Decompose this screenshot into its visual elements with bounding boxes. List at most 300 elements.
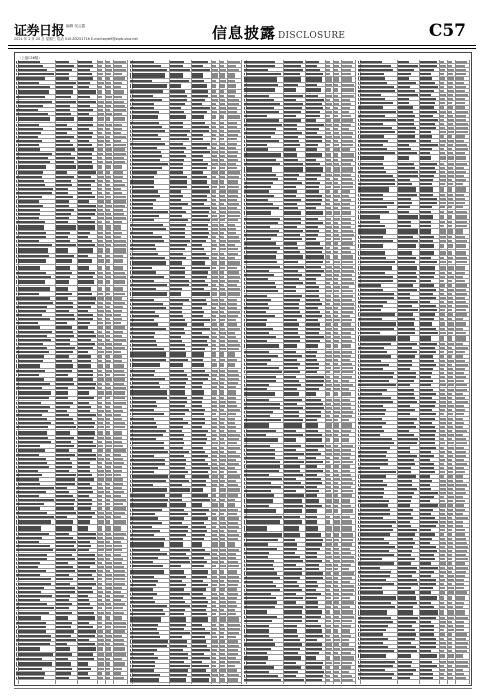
table-cell bbox=[334, 255, 338, 259]
table-cell bbox=[16, 69, 17, 71]
table-cell bbox=[228, 248, 238, 250]
table-cell bbox=[342, 543, 352, 545]
table-cell bbox=[228, 455, 240, 457]
table-cell bbox=[228, 253, 238, 255]
table-cell bbox=[18, 65, 42, 67]
table-cell bbox=[342, 95, 354, 97]
table-cell bbox=[448, 225, 451, 227]
table-cell bbox=[342, 167, 353, 171]
table-cell bbox=[106, 603, 111, 605]
table-cell bbox=[18, 558, 47, 560]
table-cell bbox=[106, 232, 111, 234]
table-cell bbox=[420, 61, 437, 63]
table-cell bbox=[18, 458, 45, 460]
table-cell bbox=[398, 94, 418, 96]
table-cell bbox=[130, 159, 131, 161]
table-cell bbox=[448, 533, 452, 535]
table-cell bbox=[106, 616, 110, 620]
table-cell bbox=[326, 499, 332, 503]
table-cell bbox=[98, 426, 104, 428]
table-cell bbox=[18, 520, 50, 524]
table-cell bbox=[192, 471, 207, 473]
table-cell bbox=[284, 423, 301, 427]
table-cell bbox=[420, 98, 436, 100]
table-cell bbox=[78, 677, 90, 679]
table-cell bbox=[420, 318, 434, 320]
table-cell bbox=[334, 671, 339, 673]
table-cell bbox=[78, 225, 95, 229]
table-cell bbox=[306, 328, 320, 330]
table-cell bbox=[132, 570, 164, 574]
table-cell bbox=[398, 179, 410, 181]
table-cell bbox=[440, 669, 445, 671]
table-cell bbox=[130, 134, 131, 136]
table-cell bbox=[358, 236, 359, 238]
table-cell bbox=[106, 240, 112, 242]
table-cell bbox=[326, 311, 330, 313]
table-cell bbox=[342, 367, 353, 369]
table-cell bbox=[18, 466, 49, 468]
table-cell bbox=[220, 332, 226, 334]
table-cell bbox=[334, 153, 338, 157]
table-cell bbox=[398, 65, 418, 67]
table-cell bbox=[228, 155, 237, 157]
table-cell bbox=[284, 73, 300, 75]
table-cell bbox=[212, 323, 217, 325]
table-cell bbox=[212, 171, 218, 173]
table-cell bbox=[228, 299, 236, 301]
table-cell bbox=[212, 195, 216, 197]
table-cell bbox=[326, 376, 329, 378]
table-cell bbox=[106, 612, 111, 614]
table-cell bbox=[326, 286, 331, 288]
table-cell bbox=[398, 638, 415, 640]
table-cell bbox=[98, 374, 103, 376]
table-cell bbox=[16, 248, 17, 252]
table-cell bbox=[16, 200, 17, 202]
table-cell bbox=[284, 355, 302, 357]
table-cell bbox=[170, 455, 184, 457]
table-cell bbox=[56, 462, 71, 464]
table-cell bbox=[342, 478, 352, 480]
table-cell bbox=[456, 318, 463, 320]
table-cell bbox=[342, 453, 351, 455]
table-cell bbox=[228, 130, 240, 132]
table-cell bbox=[326, 675, 330, 677]
table-cell bbox=[170, 374, 186, 376]
table-cell bbox=[246, 247, 280, 249]
table-cell bbox=[334, 111, 338, 113]
table-cell bbox=[398, 401, 416, 403]
table-cell bbox=[360, 442, 394, 444]
table-cell bbox=[456, 148, 468, 150]
table-cell bbox=[334, 148, 339, 150]
table-cell bbox=[98, 630, 103, 632]
table-cell bbox=[326, 218, 330, 220]
table-cell bbox=[78, 474, 92, 476]
table-cell bbox=[56, 587, 75, 589]
table-cell bbox=[448, 384, 454, 386]
table-cell bbox=[420, 575, 431, 577]
table-cell bbox=[98, 259, 104, 263]
table-cell bbox=[114, 343, 122, 345]
table-cell bbox=[244, 564, 245, 566]
table-cell bbox=[398, 430, 409, 432]
table-cell bbox=[334, 423, 338, 427]
table-cell bbox=[98, 397, 102, 399]
table-cell bbox=[56, 117, 73, 121]
table-cell bbox=[326, 461, 330, 463]
table-cell bbox=[246, 174, 276, 176]
table-cell bbox=[456, 538, 466, 540]
table-cell bbox=[78, 414, 96, 416]
table-cell bbox=[132, 480, 165, 482]
table-cell bbox=[284, 323, 299, 325]
table-cell bbox=[358, 355, 359, 357]
table-cell bbox=[106, 148, 112, 150]
table-cell bbox=[106, 414, 112, 416]
table-cell bbox=[456, 251, 466, 255]
table-cell bbox=[334, 616, 339, 618]
table-cell bbox=[18, 266, 40, 270]
table-cell bbox=[132, 267, 152, 269]
table-cell bbox=[130, 513, 131, 515]
table-cell bbox=[18, 533, 49, 535]
table-cell bbox=[18, 343, 43, 345]
table-cell bbox=[114, 487, 121, 489]
table-cell bbox=[244, 328, 245, 330]
table-cell bbox=[358, 418, 359, 420]
table-cell bbox=[228, 236, 239, 238]
table-cell bbox=[56, 306, 72, 308]
table-cell bbox=[18, 541, 38, 543]
table-cell bbox=[192, 332, 202, 334]
table-cell bbox=[78, 616, 95, 620]
table-cell bbox=[360, 156, 384, 160]
table-cell bbox=[398, 280, 416, 282]
table-cell bbox=[326, 543, 332, 545]
table-cell bbox=[78, 662, 88, 666]
table-cell bbox=[342, 148, 350, 150]
table-cell bbox=[212, 319, 215, 321]
table-cell bbox=[440, 409, 445, 411]
table-cell bbox=[342, 384, 352, 386]
table-cell bbox=[440, 661, 446, 663]
table-cell bbox=[170, 103, 185, 105]
table-cell bbox=[246, 153, 281, 157]
table-cell bbox=[360, 471, 396, 473]
table-cell bbox=[130, 463, 131, 465]
table-cell bbox=[170, 678, 186, 682]
table-cell bbox=[326, 520, 330, 524]
table-cell bbox=[212, 155, 217, 157]
table-cell bbox=[306, 351, 317, 353]
table-cell bbox=[398, 451, 410, 453]
table-cell bbox=[220, 292, 225, 296]
table-cell bbox=[456, 463, 467, 465]
table-cell bbox=[358, 194, 359, 196]
table-cell bbox=[244, 572, 245, 574]
table-cell bbox=[360, 343, 391, 345]
table-cell bbox=[170, 271, 185, 273]
table-cell bbox=[130, 475, 131, 477]
table-cell bbox=[342, 411, 353, 413]
table-cell bbox=[360, 179, 395, 181]
table-cell bbox=[342, 486, 350, 488]
table-cell bbox=[360, 571, 391, 573]
table-cell bbox=[334, 351, 339, 353]
page-number: C57 bbox=[428, 21, 466, 41]
table-cell bbox=[420, 206, 432, 208]
table-cell bbox=[306, 315, 322, 317]
table-cell bbox=[398, 305, 412, 307]
table-cell bbox=[228, 522, 238, 524]
table-cell bbox=[212, 224, 217, 226]
table-cell bbox=[284, 186, 295, 188]
table-cell bbox=[106, 672, 109, 674]
table-cell bbox=[16, 626, 17, 628]
table-cell bbox=[170, 215, 182, 217]
table-cell bbox=[212, 553, 216, 555]
table-cell bbox=[398, 525, 411, 527]
table-cell bbox=[16, 124, 17, 126]
table-cell bbox=[284, 307, 299, 309]
table-cell bbox=[306, 411, 320, 413]
table-cell bbox=[420, 475, 430, 477]
table-cell bbox=[284, 616, 302, 618]
table-cell bbox=[456, 82, 463, 84]
table-cell bbox=[98, 458, 103, 460]
table-cell bbox=[16, 364, 17, 368]
table-cell bbox=[56, 512, 75, 514]
table-cell bbox=[170, 65, 183, 67]
table-cell bbox=[358, 152, 359, 154]
table-cell bbox=[132, 522, 162, 524]
table-cell bbox=[326, 163, 332, 165]
table-cell bbox=[326, 643, 332, 645]
table-cell bbox=[360, 602, 391, 604]
table-cell bbox=[98, 574, 102, 576]
table-cell bbox=[78, 487, 91, 489]
table-cell bbox=[306, 282, 316, 284]
table-cell bbox=[56, 109, 70, 111]
table-cell bbox=[170, 151, 184, 153]
table-cell bbox=[16, 470, 17, 472]
table-cell bbox=[170, 530, 188, 532]
table-cell bbox=[342, 577, 352, 579]
table-cell bbox=[420, 389, 433, 391]
table-cell bbox=[326, 344, 331, 348]
table-cell bbox=[192, 307, 202, 309]
table-cell bbox=[56, 591, 75, 593]
table-cell bbox=[398, 418, 417, 420]
table-cell bbox=[398, 504, 410, 506]
table-cell bbox=[212, 538, 217, 540]
table-cell bbox=[342, 222, 351, 224]
table-cell bbox=[244, 278, 245, 280]
table-cell bbox=[456, 384, 467, 386]
table-cell bbox=[170, 640, 187, 642]
table-cell bbox=[398, 513, 411, 515]
table-cell bbox=[326, 226, 332, 228]
table-cell bbox=[212, 597, 218, 599]
table-cell bbox=[456, 336, 466, 340]
table-cell bbox=[456, 558, 468, 560]
table-cell bbox=[192, 597, 206, 599]
table-cell bbox=[440, 297, 446, 299]
table-cell bbox=[78, 209, 96, 211]
table-cell bbox=[358, 309, 359, 311]
table-cell bbox=[220, 645, 224, 647]
table-cell bbox=[106, 397, 110, 399]
table-cell bbox=[170, 163, 182, 165]
table-cell bbox=[220, 215, 225, 217]
table-cell bbox=[440, 393, 445, 395]
table-cell bbox=[212, 617, 217, 621]
table-cell bbox=[18, 221, 45, 223]
table-cell bbox=[228, 645, 239, 647]
table-cell bbox=[358, 430, 359, 432]
table-cell bbox=[114, 370, 124, 372]
table-cell bbox=[420, 175, 434, 177]
table-cell bbox=[420, 661, 432, 663]
table-cell bbox=[360, 293, 393, 295]
table-cell bbox=[456, 496, 463, 498]
table-cell bbox=[106, 491, 110, 493]
table-cell bbox=[170, 219, 188, 221]
table-cell bbox=[246, 111, 279, 113]
table-cell bbox=[16, 441, 17, 443]
table-cell bbox=[334, 533, 339, 537]
table-cell bbox=[18, 653, 53, 655]
table-cell bbox=[440, 513, 445, 515]
table-cell bbox=[456, 351, 465, 353]
table-cell bbox=[212, 584, 217, 586]
table-cell bbox=[56, 360, 71, 362]
table-cell bbox=[132, 475, 168, 477]
table-cell bbox=[440, 471, 444, 473]
table-cell bbox=[360, 583, 394, 585]
table-cell bbox=[326, 367, 331, 369]
table-cell bbox=[220, 530, 224, 532]
table-cell bbox=[132, 409, 154, 411]
table-cell bbox=[326, 593, 331, 595]
table-cell bbox=[244, 311, 245, 313]
table-cell bbox=[18, 668, 42, 670]
table-cell bbox=[106, 355, 110, 357]
table-cell bbox=[78, 599, 89, 601]
table-cell bbox=[456, 368, 465, 370]
table-cell bbox=[448, 211, 452, 213]
table-cell bbox=[334, 486, 338, 488]
table-cell bbox=[18, 414, 41, 416]
table-cell bbox=[456, 163, 467, 165]
table-cell bbox=[306, 610, 322, 614]
table-cell bbox=[212, 167, 216, 169]
table-cell bbox=[284, 115, 296, 117]
table-cell bbox=[360, 409, 386, 411]
table-cell bbox=[342, 556, 354, 558]
table-cell bbox=[284, 286, 295, 288]
table-cell bbox=[56, 662, 71, 666]
table-cell bbox=[130, 95, 131, 97]
table-cell bbox=[220, 553, 226, 555]
table-cell bbox=[284, 153, 297, 157]
table-cell bbox=[306, 340, 320, 342]
table-cell bbox=[244, 199, 245, 201]
table-cell bbox=[398, 82, 416, 84]
table-cell bbox=[220, 674, 224, 676]
table-cell bbox=[98, 445, 102, 447]
table-cell bbox=[420, 225, 431, 227]
table-cell bbox=[306, 144, 318, 146]
table-cell bbox=[192, 442, 205, 444]
table-cell bbox=[130, 211, 131, 213]
table-cell bbox=[56, 200, 69, 202]
table-cell bbox=[16, 287, 17, 291]
table-cell bbox=[16, 516, 17, 518]
table-cell bbox=[246, 643, 275, 645]
table-cell bbox=[246, 199, 268, 201]
table-cell bbox=[56, 607, 69, 609]
table-cell bbox=[106, 587, 112, 589]
table-cell bbox=[358, 517, 359, 519]
table-cell bbox=[306, 430, 318, 432]
table-cell bbox=[16, 431, 17, 435]
table-cell bbox=[16, 507, 17, 509]
table-cell bbox=[456, 629, 464, 631]
table-cell bbox=[220, 665, 225, 667]
table-cell bbox=[18, 549, 53, 551]
table-cell bbox=[132, 328, 166, 330]
table-cell bbox=[326, 84, 332, 86]
table-cell bbox=[306, 251, 322, 253]
table-cell bbox=[228, 409, 239, 411]
table-cell bbox=[228, 438, 239, 440]
table-cell bbox=[360, 380, 389, 382]
table-cell bbox=[334, 457, 339, 459]
table-cell bbox=[448, 90, 453, 92]
table-cell bbox=[132, 363, 160, 367]
table-cell bbox=[170, 267, 185, 269]
table-cell bbox=[132, 65, 161, 67]
table-cell bbox=[440, 140, 446, 142]
table-cell bbox=[212, 378, 216, 380]
table-cell bbox=[106, 668, 110, 670]
table-cell bbox=[132, 90, 163, 92]
table-cell bbox=[456, 61, 467, 63]
table-cell bbox=[246, 601, 276, 603]
table-cell bbox=[192, 284, 208, 286]
table-cell bbox=[106, 374, 110, 376]
table-cell bbox=[220, 678, 225, 682]
table-cell bbox=[220, 447, 224, 449]
section-title-en: DISCLOSURE bbox=[278, 31, 346, 41]
table-cell bbox=[170, 661, 183, 663]
table-cell bbox=[326, 474, 330, 476]
table-cell bbox=[78, 462, 90, 464]
table-cell bbox=[360, 455, 386, 457]
table-cell bbox=[228, 561, 238, 563]
table-cell bbox=[398, 343, 417, 345]
table-cell bbox=[456, 355, 463, 357]
table-cell bbox=[192, 413, 204, 415]
table-cell bbox=[342, 303, 354, 305]
table-cell bbox=[448, 430, 451, 432]
table-cell bbox=[420, 111, 437, 113]
table-cell bbox=[220, 484, 224, 486]
table-cell bbox=[78, 188, 91, 190]
